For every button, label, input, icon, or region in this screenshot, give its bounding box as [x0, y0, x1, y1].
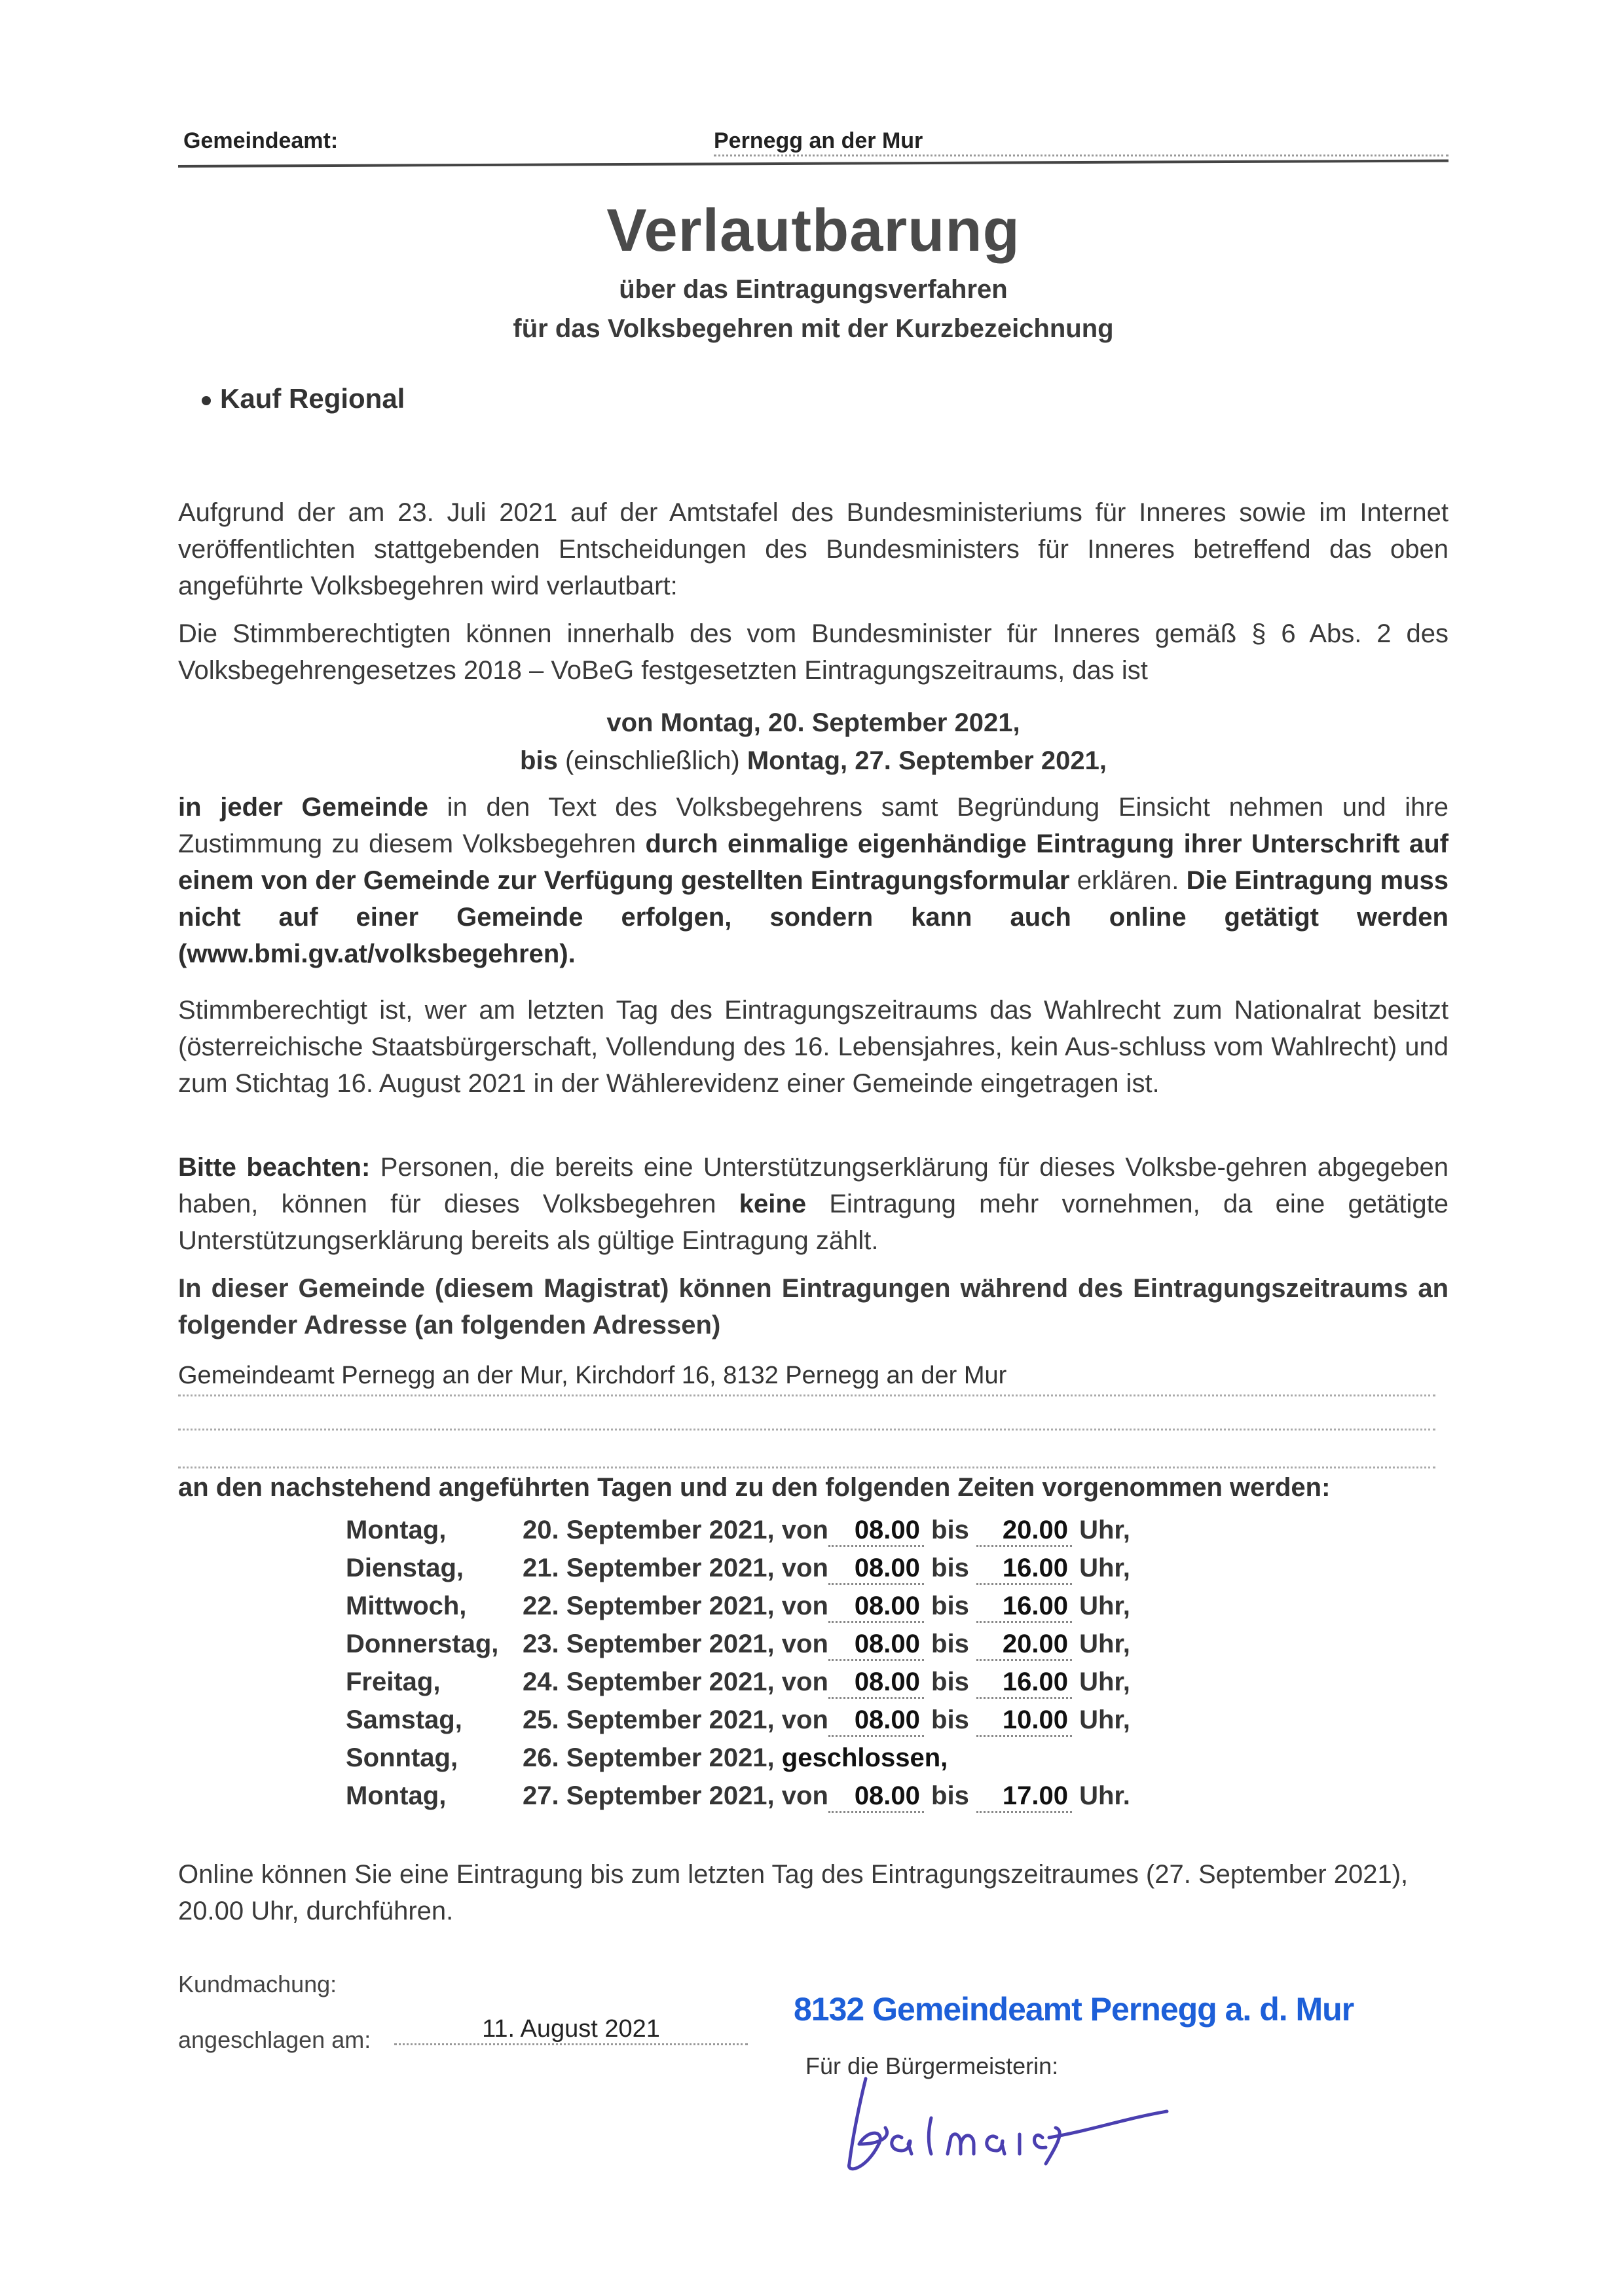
schedule-closed: geschlossen, [781, 1743, 948, 1772]
uhr-label: Uhr. [1079, 1781, 1130, 1810]
closing-time: 20.00 [976, 1516, 1072, 1547]
bis-label: bis [931, 1554, 969, 1582]
uhr-label: Uhr, [1079, 1667, 1130, 1696]
signing-bold-1: in jeder Gemeinde [178, 793, 428, 822]
closing-time: 17.00 [976, 1781, 1072, 1813]
address-line [178, 1396, 1435, 1430]
schedule-day: Montag, [346, 1516, 447, 1544]
note-text-1: Personen, die bereits eine Unterstützungserklärung für dieses Volksbe-gehren abgegeben haben, können für dieses Volksbegehren [178, 1153, 1449, 1218]
von-label: von [781, 1667, 828, 1696]
bis-label: bis [931, 1705, 969, 1734]
schedule-date-time [523, 1781, 1130, 1813]
eligibility-paragraph: Stimmberechtigt ist, wer am letzten Tag des Eintragungszeitraums das Wahlrecht zum Nationalrat besitzt (österreichische Staatsbürgerschaft, Vollendung des 16. Lebensjahres, kein Aus-schluss vom Wahlrecht) und zum Stichtag 16. August 2021 in der Wählerevidenz einer Gemeinde eingetragen ist. [178, 996, 1449, 1098]
schedule-date-time [523, 1630, 1130, 1661]
schedule-date: 25. September 2021, [523, 1705, 775, 1734]
schedule-day: Mittwoch, [346, 1592, 467, 1620]
header-municipality: Pernegg an der Mur [714, 128, 923, 153]
opening-time: 08.00 [828, 1781, 924, 1813]
bis-label: bis [931, 1667, 969, 1696]
bis-label: bis [931, 1630, 969, 1658]
schedule-day: Freitag, [346, 1667, 441, 1696]
schedule-date: 21. September 2021, [523, 1554, 775, 1582]
kundmachung-label: Kundmachung: [178, 1971, 337, 1997]
location-intro: In dieser Gemeinde (diesem Magistrat) können Eintragungen während des Eintragungszeitraums an folgender Adresse (an folgenden Adressen) [178, 1274, 1449, 1339]
opening-time: 08.00 [828, 1592, 924, 1623]
header-dotted-line [714, 155, 1449, 156]
schedule-date: 27. September 2021, [523, 1781, 775, 1810]
closing-time: 16.00 [976, 1554, 1072, 1585]
opening-time: 08.00 [828, 1554, 924, 1585]
signatory-label: Für die Bürgermeisterin: [805, 2052, 1059, 2079]
von-label: von [781, 1630, 828, 1658]
opening-time: 08.00 [828, 1630, 924, 1661]
schedule-date: 22. September 2021, [523, 1592, 775, 1620]
posted-date: 11. August 2021 [394, 2015, 748, 2045]
von-label: von [781, 1516, 828, 1544]
address-line: Gemeindeamt Pernegg an der Mur, Kirchdorf 16, 8132 Pernegg an der Mur [178, 1362, 1435, 1396]
von-label: von [781, 1554, 828, 1582]
schedule-intro: an den nachstehend angeführten Tagen und zu den folgenden Zeiten vorgenommen werden: [178, 1473, 1331, 1502]
note-paragraph [178, 1149, 1449, 1259]
period-to-prefix: bis [520, 746, 558, 775]
period-from: von Montag, 20. September 2021, [606, 708, 1020, 737]
closing-time: 20.00 [976, 1630, 1072, 1661]
schedule-date: 23. September 2021, [523, 1630, 775, 1658]
intro-paragraph: Aufgrund der am 23. Juli 2021 auf der Amtstafel des Bundesministeriums für Inneres sowie im Internet veröffentlichten stattgebenden Entscheidungen des Bundesministers für Inneres betreffend das oben angeführte Volksbegehren wird verlautbart: [178, 498, 1449, 600]
subtitle-line-1: über das Eintragungsverfahren [619, 275, 1008, 304]
note-text-2: Eintragung mehr vornehmen, da eine getätigte Unterstützungserklärung bereits als gültige Eintragung zählt. [178, 1190, 1449, 1255]
von-label: von [781, 1781, 828, 1810]
uhr-label: Uhr, [1079, 1705, 1130, 1734]
schedule-day: Samstag, [346, 1705, 462, 1734]
von-label: von [781, 1592, 828, 1620]
petition-name [202, 383, 405, 414]
period-intro-paragraph: Die Stimmberechtigten können innerhalb des vom Bundesminister für Inneres gemäß § 6 Abs. 2 des Volksbegehrengesetzes 2018 – VoBeG festgesetzten Eintragungszeitraums, das ist [178, 619, 1449, 685]
period-to-paren: (einschließlich) [564, 746, 740, 775]
schedule-day: Donnerstag, [346, 1630, 499, 1658]
closing-time: 16.00 [976, 1592, 1072, 1623]
bis-label: bis [931, 1516, 969, 1544]
opening-time: 08.00 [828, 1667, 924, 1699]
signing-bold-3: Die Eintragung muss nicht auf einer Gemeinde erfolgen, sondern kann auch online getätigt werden (www.bmi.gv.at/volksbegehren). [178, 866, 1449, 968]
schedule-date-time [523, 1705, 1130, 1737]
schedule-day: Dienstag, [346, 1554, 464, 1582]
schedule-date: 20. September 2021, [523, 1516, 775, 1544]
von-label: von [781, 1705, 828, 1734]
petition-name-text: Kauf Regional [220, 383, 405, 414]
bis-label: bis [931, 1592, 969, 1620]
opening-time: 08.00 [828, 1705, 924, 1737]
signature-icon [840, 2066, 1180, 2177]
signing-paragraph [178, 789, 1449, 972]
uhr-label: Uhr, [1079, 1630, 1130, 1658]
office-stamp: 8132 Gemeindeamt Pernegg a. d. Mur [794, 1991, 1354, 2028]
header-label: Gemeindeamt: [183, 128, 339, 153]
signing-text-1: in den Text des Volksbegehrens samt Begründung Einsicht nehmen und ihre Zustimmung zu diesem Volksbegehren [178, 793, 1449, 858]
address-line [178, 1434, 1435, 1468]
uhr-label: Uhr, [1079, 1516, 1130, 1544]
online-note: Online können Sie eine Eintragung bis zum letzten Tag des Eintragungszeitraumes (27. September 2021), 20.00 Uhr, durchführen. [178, 1860, 1409, 1925]
note-bold-2: keine [739, 1190, 807, 1218]
document-title: Verlautbarung [606, 197, 1020, 264]
closing-time: 10.00 [976, 1705, 1072, 1737]
schedule-date-time [523, 1592, 1130, 1623]
schedule-day: Montag, [346, 1781, 447, 1810]
period-to-date: Montag, 27. September 2021, [747, 746, 1107, 775]
period-to [178, 742, 1449, 780]
uhr-label: Uhr, [1079, 1592, 1130, 1620]
bullet-icon [202, 396, 211, 405]
subtitle-line-2: für das Volksbegehren mit der Kurzbezeichnung [513, 314, 1114, 343]
bis-label: bis [931, 1781, 969, 1810]
signing-text-2: erklären. [1069, 866, 1187, 895]
schedule-day: Sonntag, [346, 1743, 458, 1772]
note-bold-1: Bitte beachten: [178, 1153, 371, 1182]
schedule-date-time [523, 1667, 1130, 1699]
schedule-date-time [523, 1743, 948, 1773]
schedule-date-time [523, 1516, 1130, 1547]
schedule-date: 26. September 2021, [523, 1743, 775, 1772]
schedule-date: 24. September 2021, [523, 1667, 775, 1696]
opening-time: 08.00 [828, 1516, 924, 1547]
schedule-date-time [523, 1554, 1130, 1585]
signing-bold-2: durch einmalige eigenhändige Eintragung ihrer Unterschrift auf einem von der Gemeinde zur Verfügung gestellten Eintragungsformular [178, 829, 1449, 895]
posted-label: angeschlagen am: [178, 2026, 371, 2053]
registration-period [178, 704, 1449, 780]
uhr-label: Uhr, [1079, 1554, 1130, 1582]
closing-time: 16.00 [976, 1667, 1072, 1699]
